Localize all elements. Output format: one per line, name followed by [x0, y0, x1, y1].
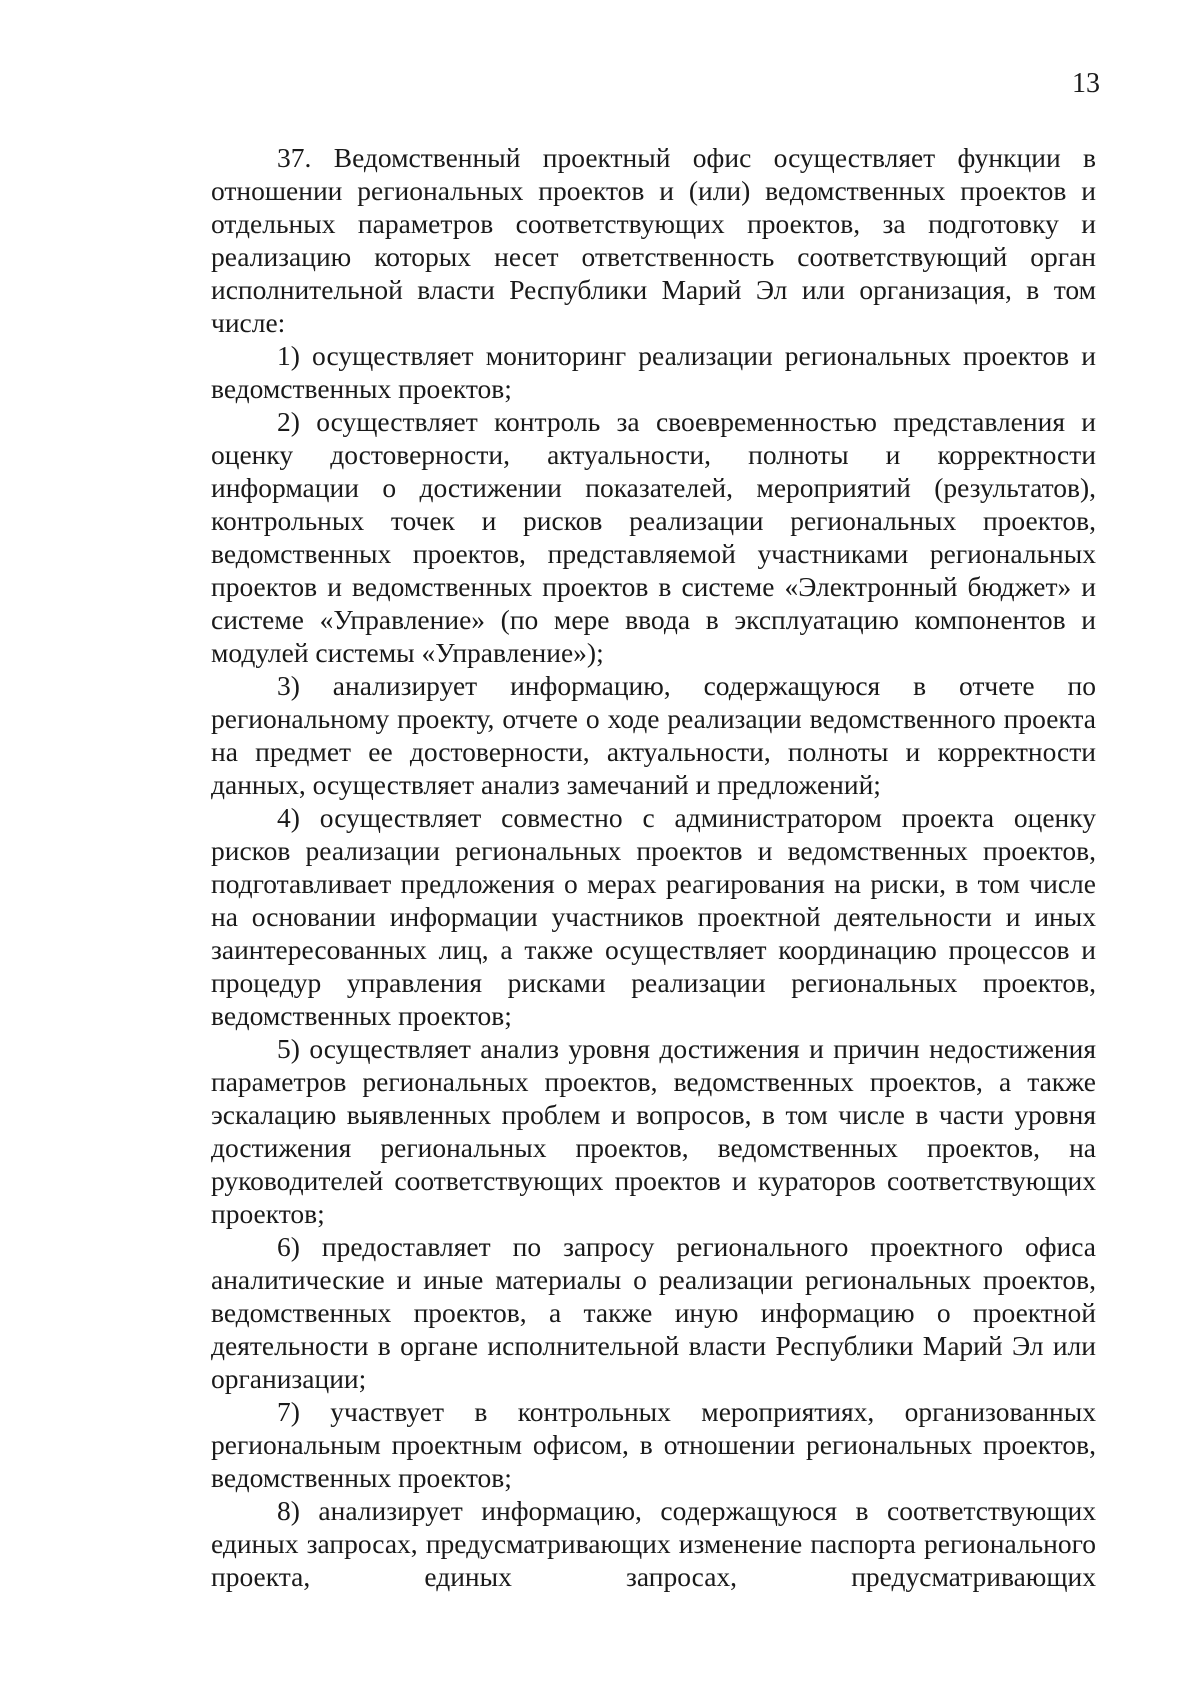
list-item-1: 1) осуществляет мониторинг реализации региональных проектов и ведомственных проектов;	[211, 340, 1096, 404]
paragraph-37: 37. Ведомственный проектный офис осуществляет функции в отношении региональных проектов и (или) ведомственных проектов и отдельных параметров соответствующих проектов, за подготовку и реализацию которых несет ответственность соответствующий орган исполнительной власти Республики Марий Эл или организация, в том числе:	[211, 142, 1096, 338]
list-item-3: 3) анализирует информацию, содержащуюся в отчете по региональному проекту, отчете о ходе реализации ведомственного проекта на предмет ее достоверности, актуальности, полноты и корректности данных, осуществляет анализ замечаний и предложений;	[211, 670, 1096, 800]
document-body	[211, 141, 1096, 1593]
list-item-5: 5) осуществляет анализ уровня достижения и причин недостижения параметров региональных проектов, ведомственных проектов, а также эскалацию выявленных проблем и вопросов, в том числе в части уровня достижения региональных проектов, ведомственных проектов, на руководителей соответствующих проектов и кураторов соответствующих проектов;	[211, 1033, 1096, 1229]
page-number: 13	[1072, 68, 1100, 99]
list-item-7: 7) участвует в контрольных мероприятиях, организованных региональным проектным офисом, в отношении региональных проектов, ведомственных проектов;	[211, 1396, 1096, 1493]
list-item-8: 8) анализирует информацию, содержащуюся в соответствующих единых запросах, предусматривающих изменение паспорта регионального проекта, единых запросах, предусматривающих	[211, 1495, 1096, 1592]
list-item-6: 6) предоставляет по запросу регионального проектного офиса аналитические и иные материалы о реализации региональных проектов, ведомственных проектов, а также иную информацию о проектной деятельности в органе исполнительной власти Республики Марий Эл или организации;	[211, 1231, 1096, 1394]
list-item-4: 4) осуществляет совместно с администратором проекта оценку рисков реализации региональных проектов и ведомственных проектов, подготавливает предложения о мерах реагирования на риски, в том числе на основании информации участников проектной деятельности и иных заинтересованных лиц, а также осуществляет координацию процессов и процедур управления рисками реализации региональных проектов, ведомственных проектов;	[211, 802, 1096, 1031]
list-item-2: 2) осуществляет контроль за своевременностью представления и оценку достоверности, актуальности, полноты и корректности информации о достижении показателей, мероприятий (результатов), контрольных точек и рисков реализации региональных проектов, ведомственных проектов, представляемой участниками региональных проектов и ведомственных проектов в системе «Электронный бюджет» и системе «Управление» (по мере ввода в эксплуатацию компонентов и модулей системы «Управление»);	[211, 406, 1096, 668]
